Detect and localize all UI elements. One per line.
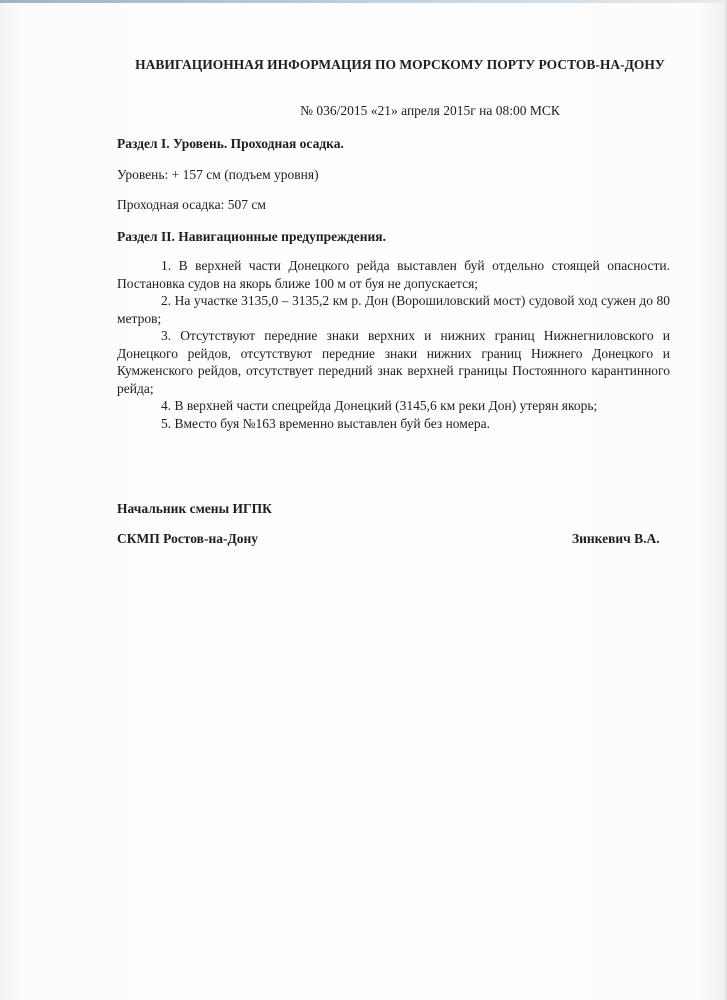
navigation-warnings-list [117, 257, 670, 432]
signer-organization: СКМП Ростов-на-Дону [117, 531, 259, 546]
document-number-date: № 036/2015 «21» апреля 2015г на 08:00 МСК [300, 103, 560, 118]
signer-position: Начальник смены ИГПК [117, 501, 272, 516]
section-1-heading: Раздел I. Уровень. Проходная осадка. [117, 136, 344, 151]
warning-item-4: 4. В верхней части спецрейда Донецкий (3145,6 км реки Дон) утерян якорь; [161, 398, 598, 413]
signer-name: Зинкевич В.А. [572, 531, 660, 546]
warning-item-2: 2. На участке 3135,0 – 3135,2 км р. Дон (Ворошиловский мост) судовой ход сужен до 80 метров; [117, 293, 670, 326]
scan-edge-top [0, 0, 727, 3]
water-level-line: Уровень: + 157 см (подъем уровня) [117, 167, 319, 182]
warning-item-5: 5. Вместо буя №163 временно выставлен буй без номера. [161, 415, 490, 431]
document-title: НАВИГАЦИОННАЯ ИНФОРМАЦИЯ ПО МОРСКОМУ ПОРТУ РОСТОВ-НА-ДОНУ [135, 57, 665, 72]
section-2-heading: Раздел II. Навигационные предупреждения. [117, 229, 386, 244]
passing-draft-line: Проходная осадка: 507 см [117, 197, 266, 212]
warning-item-1: 1. В верхней части Донецкого рейда выставлен буй отдельно стоящей опасности. Постановка судов на якорь ближе 100 м от буя не допускается; [117, 258, 670, 291]
warning-item-3: 3. Отсутствуют передние знаки верхних и нижних границ Нижнегниловского и Донецкого рейдов, отсутствуют передние знаки нижних границ Нижнего Донецкого и Кумженского рейдов, отсутствует передний знак верхней границы Постоянного карантинного рейда; [117, 328, 670, 396]
